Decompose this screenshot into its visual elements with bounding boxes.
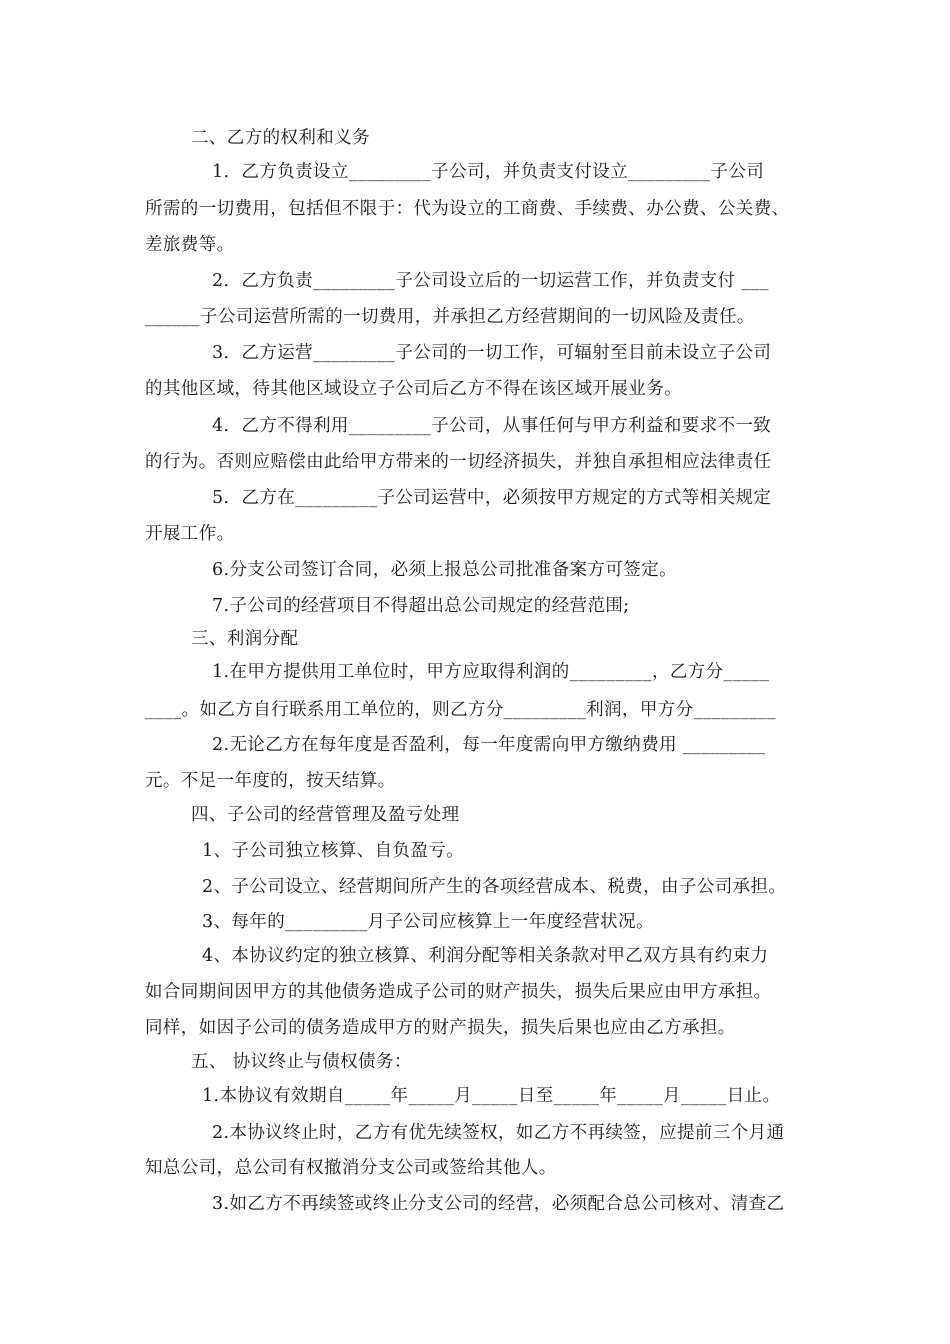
- paragraph-line: 1．乙方负责设立_________子公司，并负责支付设立_________子公司: [212, 162, 765, 182]
- paragraph-line: 所需的一切费用，包括但不限于：代为设立的工商费、手续费、办公费、公关费、: [145, 199, 790, 219]
- section-heading-5: 五、 协议终止与债权债务：: [191, 1052, 412, 1072]
- paragraph-line: 4．乙方不得利用_________子公司，从事任何与甲方利益和要求不一致: [212, 416, 772, 436]
- section-heading-3: 三、利润分配: [191, 629, 299, 649]
- paragraph-line: 的其他区域，待其他区域设立子公司后乙方不得在该区域开展业务。: [145, 379, 682, 399]
- paragraph-line: 3.如乙方不再续签或终止分支公司的经营，必须配合总公司核对、清查乙: [212, 1194, 785, 1214]
- paragraph-line: 差旅费等。: [145, 235, 235, 255]
- paragraph-line: 开展工作。: [145, 524, 235, 544]
- paragraph-line: 7.子公司的经营项目不得超出总公司规定的经营范围;: [212, 596, 630, 616]
- paragraph-line: 1.在甲方提供用工单位时，甲方应取得利润的_________，乙方分_____: [212, 662, 770, 682]
- paragraph-line: 2.本协议终止时，乙方有优先续签权，如乙方不再续签，应提前三个月通: [212, 1123, 785, 1143]
- paragraph-line: 5．乙方在_________子公司运营中，必须按甲方规定的方式等相关规定: [212, 488, 772, 508]
- section-heading-2: 二、乙方的权利和义务: [191, 128, 370, 148]
- paragraph-line: 同样，如因子公司的债务造成甲方的财产损失，损失后果也应由乙方承担。: [145, 1018, 736, 1038]
- paragraph-line: 1、子公司独立核算、自负盈亏。: [202, 841, 465, 861]
- paragraph-line: 2、子公司设立、经营期间所产生的各项经营成本、税费，由子公司承担。: [202, 877, 787, 897]
- paragraph-line: 的行为。否则应赔偿由此给甲方带来的一切经济损失，并独自承担相应法律责任: [145, 452, 772, 472]
- paragraph-line: 3．乙方运营_________子公司的一切工作，可辐射至目前未设立子公司: [212, 343, 772, 363]
- paragraph-line: 4、本协议约定的独立核算、利润分配等相关条款对甲乙双方具有约束力: [202, 946, 769, 966]
- section-heading-4: 四、子公司的经营管理及盈亏处理: [191, 805, 460, 825]
- paragraph-line: 3、每年的_________月子公司应核算上一年度经营状况。: [202, 912, 654, 932]
- paragraph-line: ______子公司运营所需的一切费用，并承担乙方经营期间的一切风险及责任。: [145, 307, 755, 327]
- paragraph-line: 2．乙方负责_________子公司设立后的一切运营工作，并负责支付 ___: [212, 271, 769, 291]
- paragraph-line: 知总公司，总公司有权撤消分支公司或签给其他人。: [145, 1158, 557, 1178]
- paragraph-line: ____。如乙方自行联系用工单位的，则乙方分_________利润，甲方分_________: [145, 700, 776, 720]
- paragraph-line: 元。不足一年度的，按天结算。: [145, 771, 396, 791]
- paragraph-line: 如合同期间因甲方的其他债务造成子公司的财产损失，损失后果应由甲方承担。: [145, 982, 772, 1002]
- paragraph-line: 1.本协议有效期自_____年_____月_____日至_____年_____月_____日止。: [202, 1086, 781, 1106]
- paragraph-line: 2.无论乙方在每年度是否盈利，每一年度需向甲方缴纳费用 _________: [212, 735, 766, 755]
- paragraph-line: 6.分支公司签订合同，必须上报总公司批准备案方可签定。: [212, 560, 677, 580]
